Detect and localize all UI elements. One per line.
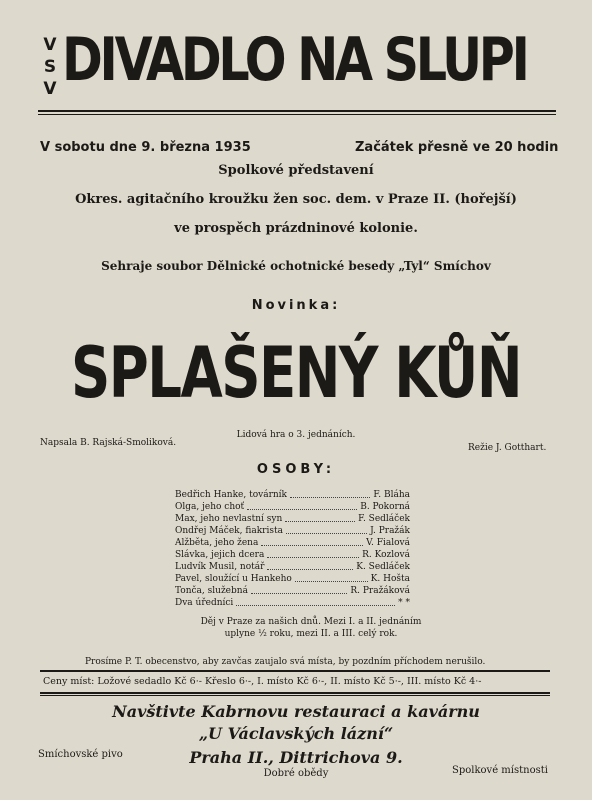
- ad-line-3: Praha II., Dittrichova 9.: [189, 748, 403, 767]
- cast-role: Alžběta, jeho žena: [175, 538, 259, 548]
- leader-dots: [290, 489, 370, 498]
- prices-line: Ceny míst: Ložové sedadlo Kč 6·- Křeslo 6·-, I. místo Kč 6·-, II. místo Kč 5·-, III. místo Kč 4·-: [43, 676, 482, 687]
- leader-dots: [267, 561, 353, 570]
- cast-role: Dva úředníci: [175, 598, 234, 608]
- organizer-line: Okres. agitačního kroužku žen soc. dem. v Praze II. (hořejší): [75, 192, 517, 207]
- notice-line: Prosíme P. T. obecenstvo, aby zavčas zaujalo svá místa, by pozdním příchodem nerušilo.: [85, 657, 486, 667]
- cast-role: Bedřich Hanke, továrník: [175, 490, 288, 500]
- cast-row: [175, 513, 410, 525]
- date-line: V sobotu dne 9. března 1935: [40, 140, 251, 155]
- cast-actor: F. Sedláček: [358, 514, 410, 524]
- cast-role: Olga, jeho choť: [175, 502, 245, 512]
- cast-role: Max, jeho nevlastní syn: [175, 514, 283, 524]
- vsv-letters: [40, 34, 60, 100]
- vsv-letter: S: [43, 57, 57, 77]
- cast-row: [175, 549, 410, 561]
- cast-row: [175, 585, 410, 597]
- leader-dots: [295, 573, 368, 582]
- setting-line-2: uplyne ½ roku, mezi II. a III. celý rok.: [224, 629, 398, 639]
- event-type: Spolkové představení: [218, 163, 374, 178]
- ad-beer: Smíchovské pivo: [38, 749, 123, 760]
- ad-club-rooms: Spolkové místnosti: [452, 765, 548, 776]
- novelty-label: Novinka:: [251, 298, 341, 313]
- cast-actor: R. Pražáková: [350, 586, 410, 596]
- leader-dots: [286, 525, 367, 534]
- play-title: SPLAŠENÝ KŮŇ: [71, 332, 521, 414]
- cast-row: [175, 597, 410, 609]
- title-rule-bottom: [38, 114, 556, 115]
- cast-role: Ondřej Máček, fiakrista: [175, 526, 283, 536]
- leader-dots: [285, 513, 355, 522]
- performer-line: Sehraje soubor Dělnické ochotnické besedy „Tyl“ Smíchov: [101, 259, 491, 273]
- cast-actor: K. Sedláček: [356, 562, 410, 572]
- cast-role: Slávka, jejich dcera: [175, 550, 265, 560]
- author-line: Napsala B. Rajská-Smoliková.: [40, 438, 177, 448]
- cast-row: [175, 525, 410, 537]
- cast-actor: R. Kozlová: [362, 550, 410, 560]
- cast-role: Pavel, sloužící u Hankeho: [175, 574, 292, 584]
- ad-line-1: Navštivte Kabrnovu restauraci a kavárnu: [112, 702, 480, 721]
- director-line: Režie J. Gotthart.: [468, 443, 547, 453]
- theater-title: DIVADLO NA SLUPI: [62, 25, 527, 95]
- ad-line-2: „U Václavských lázní“: [198, 724, 394, 743]
- setting-line-1: Děj v Praze za našich dnů. Mezi I. a II. jednáním: [200, 617, 422, 627]
- start-time: Začátek přesně ve 20 hodin: [355, 140, 559, 155]
- cast-row: [175, 573, 410, 585]
- prices-rule-thin: [40, 695, 550, 696]
- leader-dots: [267, 549, 359, 558]
- leader-dots: [236, 597, 395, 606]
- leader-dots: [251, 585, 347, 594]
- leader-dots: [247, 501, 357, 510]
- vsv-letter: V: [43, 35, 57, 55]
- cast-role: Ludvík Musil, notář: [175, 562, 265, 572]
- cast-actor: B. Pokorná: [360, 502, 410, 512]
- cast-role: Tonča, služebná: [175, 586, 248, 596]
- genre-line: Lidová hra o 3. jednáních.: [236, 430, 356, 440]
- vsv-letter: V: [43, 79, 57, 99]
- title-rule-top: [38, 110, 556, 112]
- cast-actor: * *: [398, 598, 410, 608]
- notice-rule-top: [40, 670, 550, 672]
- cast-row: [175, 537, 410, 549]
- cast-row: [175, 489, 410, 501]
- ad-line-4: Dobré obědy: [263, 768, 329, 779]
- prices-rule: [40, 692, 550, 694]
- cast-row: [175, 501, 410, 513]
- cast-actor: J. Pražák: [370, 526, 410, 536]
- leader-dots: [261, 537, 363, 546]
- cast-actor: V. Fialová: [366, 538, 410, 548]
- cast-actor: K. Hošta: [370, 574, 410, 584]
- cast-row: [175, 561, 410, 573]
- cast-heading: OSOBY:: [256, 462, 336, 477]
- benefit-line: ve prospěch prázdninové kolonie.: [174, 221, 418, 236]
- cast-actor: F. Bláha: [373, 490, 410, 500]
